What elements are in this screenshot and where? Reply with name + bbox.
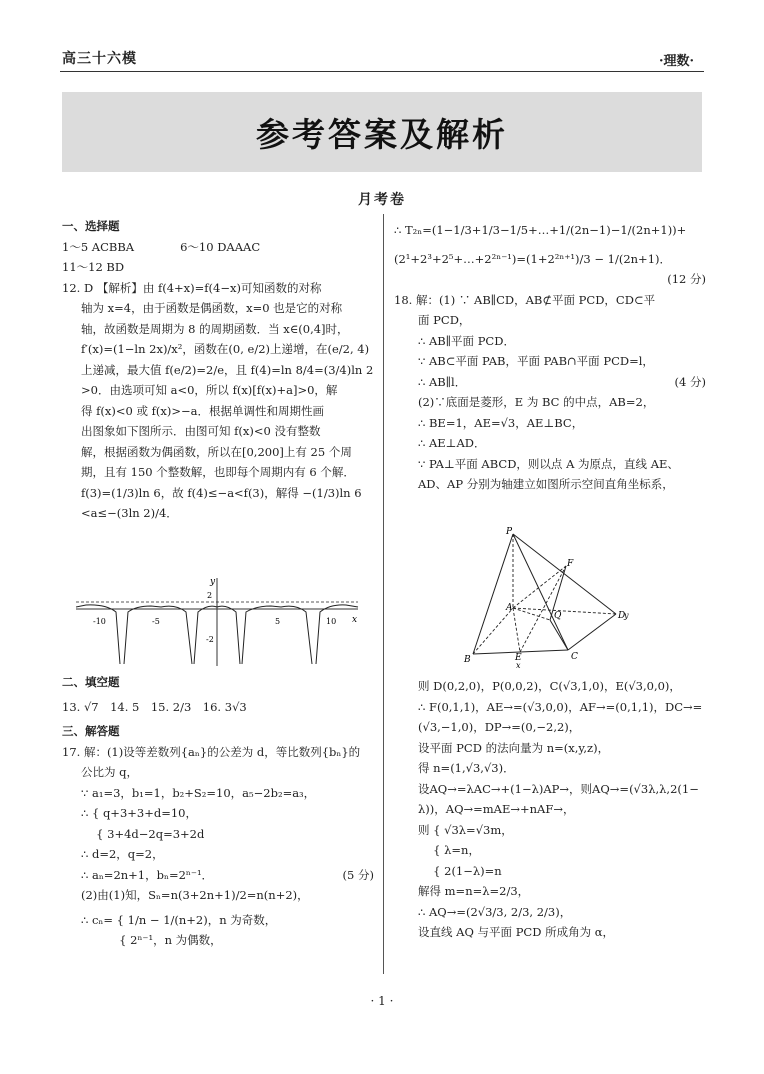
- score-mark: (4 分): [674, 374, 706, 389]
- label-y: y: [624, 611, 629, 620]
- solution-line: { λ=n，: [418, 843, 480, 857]
- solution-line: (2¹+2³+2⁵+…+2²ⁿ⁻¹)=(1+2²ⁿ⁺¹)/3 − 1/(2n+1)．: [394, 251, 671, 266]
- solution-line: 得 n=(1,√3,√3)．: [418, 761, 515, 775]
- solution-line: 上递减，最大值 f(e/2)=2/e，且 f(4)=ln 8/4=(3/4)ln 2: [81, 362, 374, 377]
- section-subtitle: 月考卷: [358, 192, 406, 208]
- tick-label: -10: [93, 617, 106, 626]
- solution-line: ∵ PA⊥平面 ABCD，则以点 A 为原点，直线 AE、: [418, 456, 679, 471]
- solution-line: 期，且有 150 个整数解，也即每个周期内有 6 个解．: [81, 465, 355, 479]
- pyramid-figure: [458, 522, 658, 670]
- solution-line: (2)∵底面是菱形，E 为 BC 的中点，AB=2，: [418, 395, 655, 409]
- solution-line: f(3)=(1/3)ln 6，故 f(4)≤−a<f(3)，解得 −(1/3)ln 6: [81, 485, 362, 500]
- solution-line: 17. 解：(1)设等差数列{aₙ}的公差为 d，等比数列{bₙ}的: [62, 744, 361, 759]
- solution-line: ∴ AQ→=(2√3/3, 2/3, 2/3)，: [418, 904, 572, 919]
- edge-PB: [473, 534, 513, 654]
- function-graph: [76, 576, 366, 668]
- solution-line: AD、AP 分别为轴建立如图所示空间直角坐标系，: [418, 477, 674, 491]
- solution-line: >0．由选项可知 a<0，所以 f(x)[f(x)+a]>0，解: [81, 383, 338, 397]
- right-column: [394, 220, 706, 495]
- label-x: x: [516, 661, 521, 670]
- label-E: E: [515, 653, 522, 663]
- solution-line: [394, 372, 706, 393]
- label-Q: Q: [554, 611, 562, 621]
- solution-line: 出图象如下图所示．由图可知 f(x)<0 没有整数: [81, 424, 321, 438]
- solution-line: ∴ AB∥平面 PCD．: [418, 333, 515, 348]
- section-heading: 一、选择题: [62, 219, 120, 233]
- solution-line: ∴ T₂ₙ=(1−1/3+1/3−1/5+…+1/(2n−1)−1/(2n+1))+: [394, 223, 687, 237]
- label-D: D: [618, 611, 626, 621]
- edge-AE: [513, 608, 520, 652]
- right-column-lower: [394, 676, 706, 943]
- title-banner: [62, 92, 702, 172]
- edge-PC: [513, 534, 568, 650]
- tick-label: -5: [152, 617, 160, 626]
- solution-line: 得 f(x)<0 或 f(x)>−a．根据单调性和周期性画: [81, 403, 324, 418]
- edge-EF: [520, 566, 566, 652]
- solution-line: ∴ { q+3+3+d=10，: [81, 806, 197, 820]
- solution-line: 面 PCD，: [418, 313, 471, 327]
- label-B: B: [464, 655, 471, 665]
- solution-line: (√3,−1,0)，DP→=(0,−2,2)，: [418, 720, 581, 734]
- label-A: A: [506, 603, 513, 613]
- solution-line: ∵ AB⊂平面 PAB，平面 PAB∩平面 PCD=l，: [418, 354, 654, 368]
- score-mark: (12 分): [667, 272, 706, 286]
- left-column-lower: [62, 672, 374, 951]
- solution-line: 则 { √3λ=√3m，: [418, 822, 513, 837]
- section-heading: 三、解答题: [62, 724, 120, 738]
- solution-line: { 3+4d−2q=3+2d: [81, 826, 205, 841]
- edge-PD: [513, 534, 616, 614]
- tick-label: 5: [275, 617, 281, 626]
- axis-x-label: x: [352, 615, 358, 625]
- solution-line: { 2ⁿ⁻¹，n 为偶数，: [81, 933, 222, 947]
- solution-line: (2)由(1)知，Sₙ=n(3+2n+1)/2=n(n+2)，: [81, 888, 309, 902]
- edge-AB: [473, 608, 513, 654]
- solution-line: ∴ d=2，q=2，: [81, 847, 164, 861]
- banner-title: 参考答案及解析: [256, 114, 508, 154]
- axis-y-label: y: [210, 577, 216, 587]
- solution-line: λ))，AQ→=mAE→+nAF→，: [418, 802, 575, 816]
- score-mark: (5 分): [342, 867, 374, 882]
- solution-line: 设平面 PCD 的法向量为 n=(x,y,z)，: [418, 740, 610, 755]
- solution-text: ∴ AB∥l．: [418, 374, 467, 389]
- solution-line: f′(x)=(1−ln 2x)/x²，函数在(0, e/2)上递增，在(e/2, 4): [81, 342, 370, 356]
- edge-AF: [513, 566, 566, 608]
- solution-line: ∵ a₁=3，b₁=1，b₂+S₂=10，a₅−2b₂=a₃，: [81, 785, 316, 800]
- solution-line: ∴ cₙ= { 1/n − 1/(n+2)，n 为奇数，: [81, 912, 277, 927]
- solution-line: 轴，故函数是周期为 8 的周期函数．当 x∈(0,4]时，: [81, 321, 349, 336]
- solution-line: ∴ AE⊥AD．: [418, 436, 486, 450]
- solution-line: 解得 m=n=λ=2/3，: [418, 884, 530, 898]
- label-F: F: [567, 559, 574, 569]
- column-divider: [383, 214, 384, 974]
- solution-line: { 2(1−λ)=n: [418, 863, 502, 878]
- solution-line: 18. 解：(1) ∵ AB∥CD，AB⊄平面 PCD，CD⊂平: [394, 292, 656, 307]
- edge-CD: [568, 614, 616, 650]
- section-heading: 二、填空题: [62, 675, 120, 689]
- solution-line: 设AQ→=λAC→+(1−λ)AP→，则AQ→=(√3λ,λ,2(1−: [418, 781, 699, 796]
- solution-line: 解，根据函数为偶函数，所以在[0,200]上有 25 个周: [81, 444, 352, 459]
- solution-line: [62, 865, 374, 886]
- header-title: 高三十六模: [62, 51, 137, 67]
- tick-label: 10: [326, 617, 337, 626]
- solution-line: 则 D(0,2,0)，P(0,0,2)，C(√3,1,0)，E(√3,0,0)，: [418, 679, 681, 693]
- answer-line: 13. √7 14. 5 15. 2/3 16. 3√3: [62, 699, 247, 714]
- solution-line: ∴ F(0,1,1)，AE→=(√3,0,0)，AF→=(0,1,1)，DC→=: [418, 699, 703, 714]
- solution-line: <a≤−(3ln 2)/4．: [81, 506, 178, 520]
- solution-line: 12. D 【解析】由 f(4+x)=f(4−x)可知函数的对称: [62, 280, 322, 295]
- header-subject: ·理数·: [658, 54, 694, 69]
- tick-label: -2: [206, 635, 214, 644]
- answer-line: 1～5 ACBBA 6～10 DAAAC: [62, 239, 261, 254]
- solution-text: ∴ aₙ=2n+1，bₙ=2ⁿ⁻¹．: [81, 867, 214, 882]
- left-column: [62, 216, 374, 524]
- label-P: P: [506, 527, 513, 537]
- label-C: C: [571, 652, 578, 662]
- solution-line: 轴为 x=4，由于函数是偶函数，x=0 也是它的对称: [81, 301, 343, 315]
- solution-line: 设直线 AQ 与平面 PCD 所成角为 α，: [418, 925, 615, 939]
- page-number: · 1 ·: [370, 994, 394, 1008]
- solution-line: 公比为 q，: [81, 765, 139, 779]
- answer-line: 11～12 BD: [62, 260, 125, 274]
- edge-QC: [550, 620, 568, 650]
- solution-line: ∴ BE=1，AE=√3，AE⊥BC，: [418, 415, 584, 430]
- header-rule: [60, 71, 704, 72]
- tick-label: 2: [207, 591, 213, 600]
